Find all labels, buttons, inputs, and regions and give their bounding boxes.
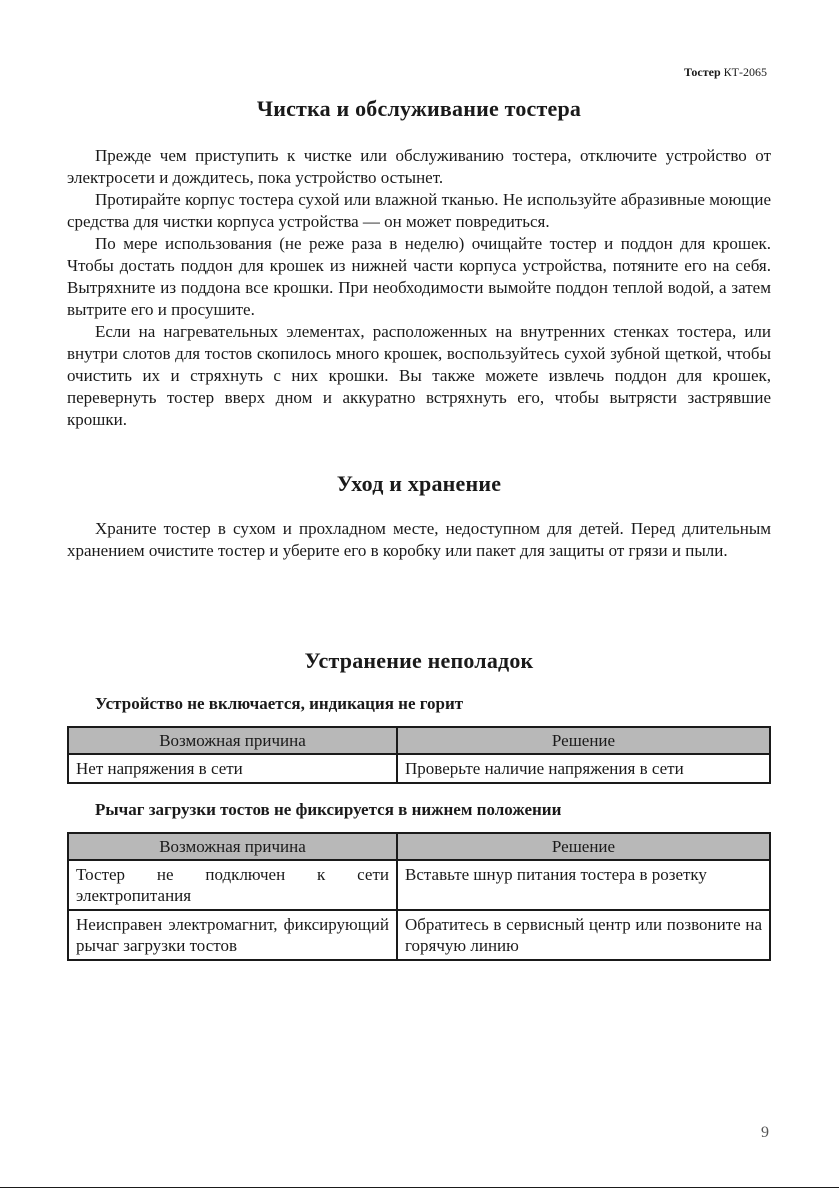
bottom-divider xyxy=(0,1187,839,1188)
table-row xyxy=(68,754,770,783)
problem-heading: Устройство не включается, индикация не горит xyxy=(95,694,464,713)
cleaning-title: Чистка и обслуживание тостера xyxy=(256,96,582,121)
cause-cell: Неисправен электромагнит, фиксирующий рычаг загрузки тостов xyxy=(68,910,397,960)
solution-cell: Обратитесь в сервисный центр или позвоните на горячую линию xyxy=(397,910,770,960)
troubleshooting-section xyxy=(67,648,771,674)
header-product: Тостер xyxy=(683,65,721,79)
header-cause: Возможная причина xyxy=(68,727,397,754)
solution-cell: Вставьте шнур питания тостера в розетку xyxy=(397,860,770,910)
page-number: 9 xyxy=(761,1124,769,1141)
problem-heading: Рычаг загрузки тостов не фиксируется в нижнем положении xyxy=(95,800,562,819)
solution-cell: Проверьте наличие напряжения в сети xyxy=(397,754,770,783)
cause-cell: Тостер не подключен к сети электропитания xyxy=(68,860,397,910)
table-row xyxy=(68,910,770,960)
table-row xyxy=(68,860,770,910)
storage-section xyxy=(67,471,771,497)
cleaning-paragraph: Прежде чем приступить к чистке или обслуживанию тостера, отключите устройство от электросети и дождитесь, пока устройство остынет. xyxy=(67,146,771,187)
header-solution: Решение xyxy=(397,727,770,754)
running-header xyxy=(684,65,767,80)
cleaning-body xyxy=(67,145,771,431)
table-header-row xyxy=(68,833,770,860)
troubleshooting-table xyxy=(67,832,771,961)
header-solution: Решение xyxy=(397,833,770,860)
header-cause: Возможная причина xyxy=(68,833,397,860)
header-model: КТ-2065 xyxy=(723,65,767,79)
troubleshooting-title: Устранение неполадок xyxy=(304,648,534,673)
problem-1 xyxy=(67,694,771,714)
cleaning-section xyxy=(67,96,771,122)
troubleshooting-table xyxy=(67,726,771,784)
storage-title: Уход и хранение xyxy=(336,471,502,496)
storage-paragraph: Храните тостер в сухом и прохладном месте, недоступном для детей. Перед длительным хранением очистите тостер и уберите его в коробку или пакет для защиты от грязи и пыли. xyxy=(67,519,771,560)
problem-2-table-wrap xyxy=(67,832,771,961)
problem-1-table-wrap xyxy=(67,726,771,784)
storage-body xyxy=(67,518,771,562)
problem-2 xyxy=(67,800,771,820)
table-header-row xyxy=(68,727,770,754)
cleaning-paragraph: Если на нагревательных элементах, расположенных на внутренних стенках тостера, или внутри слотов для тостов скопилось много крошек, воспользуйтесь сухой зубной щеткой, чтобы очистить их и стряхнуть с них крошки. Вы также можете извлечь поддон для крошек, перевернуть тостер вверх дном и аккуратно встряхнуть его, чтобы вытрясти застрявшие крошки. xyxy=(67,322,771,429)
cleaning-paragraph: По мере использования (не реже раза в неделю) очищайте тостер и поддон для крошек. Чтобы достать поддон для крошек из нижней части корпуса устройства, потяните его на себя. Вытряхните из поддона все крошки. При необходимости вымойте поддон теплой водой, а затем вытрите его и просушите. xyxy=(67,234,771,319)
cleaning-paragraph: Протирайте корпус тостера сухой или влажной тканью. Не используйте абразивные моющие средства для чистки корпуса устройства — он может повредиться. xyxy=(67,190,771,231)
cause-cell: Нет напряжения в сети xyxy=(68,754,397,783)
